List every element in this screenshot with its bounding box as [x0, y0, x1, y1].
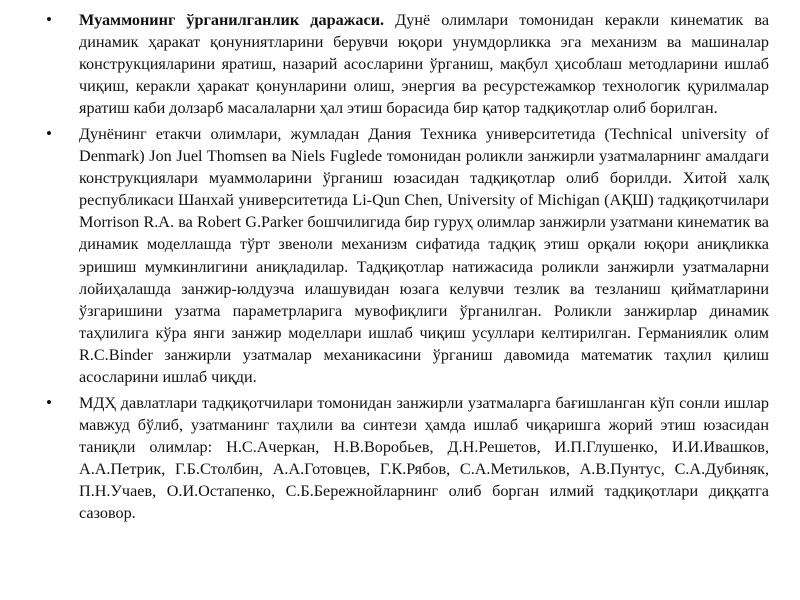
list-item: [0, 123, 800, 388]
paragraph-text: [79, 392, 769, 524]
bullet-list: [0, 9, 800, 524]
paragraph-body: Дунёнинг етакчи олимлари, жумладан Дания Техника университетида (Technical university of Denmark) Jon Juel Thomsen ва Niels Fuglede томонидан роликли занжирли узатмаларнинг амалдаги конструкциялари муаммоларини ўрганиш юзасидан тадқиқотлар олиб борилди. Хитой халқ республикаси Шанхай университетида Li-Qun Chen, University of Michigan (АҚШ) тадқиқотчилари Morrison R.A. ва Robert G.Parker бошчилигида бир гуруҳ олимлар занжирли узатмани кинематик ва динамик моделлашда тўрт звеноли механизм сифатида тадқиқ этиш орқали юқори аниқликка эришиш мумкинлигини аниқладилар. Тадқиқотлар натижасида роликли занжирли узатмаларни лойиҳалашда занжир-юлдузча илашувидан юзага келувчи тезлик ва тезланиш қийматларини ўзгаришини узатма параметрларига мувофиқлиги ўрганилган. Роликли занжирлар динамик таҳлилига кўра янги занжир моделлари ишлаб чиқиш усуллари келтирилган. Германиялик олим R.C.Binder занжирли узатмалар механикасини ўрганиш давомида математик таҳлил қилиш асосларини ишлаб чиқди.: [79, 125, 769, 386]
paragraph-body: МДҲ давлатлари тадқиқотчилари томонидан занжирли узатмаларга бағишланган кўп сонли ишлар мавжуд бўлиб, узатманинг таҳлили ва синтези ҳамда ишлаб чиқаришга жорий этиш юзасидан таниқли олимлар: Н.С.Ачеркан, Н.В.Воробьев, Д.Н.Решетов, И.П.Глушенко, И.И.Ивашков, А.А.Петрик, Г.Б.Столбин, А.А.Готовцев, Г.К.Рябов, С.А.Метильков, А.В.Пунтус, С.А.Дубиняк, П.Н.Учаев, О.И.Остапенко, С.Б.Бережнойларнинг олиб борган илмий тадқиқотлари диққатга сазовор.: [79, 393, 769, 523]
paragraph-body: Дунё олимлари томонидан керакли кинематик ва динамик ҳаракат қонуниятларини берувчи юқори унумдорликка эга механизм ва машиналар конструкцияларини яратиш, назарий асосларини ўрганиш, мақбул ҳисоблаш методларини ишлаб чиқиш, керакли ҳаракат қонунларини олиш, энергия ва ресурстежамкор технологик қурилмалар яратиш каби долзарб масалаларни ҳал этиш борасида бир қатор тадқиқотлар олиб борилган.: [79, 11, 770, 118]
bullet-icon: •: [46, 392, 52, 412]
list-item: [0, 392, 800, 524]
bullet-icon: •: [46, 124, 52, 144]
document-page: [0, 9, 800, 528]
paragraph-heading: Муаммонинг ўрганилганлик даражаси.: [79, 11, 385, 29]
bullet-icon: •: [46, 10, 52, 29]
paragraph-text: [79, 123, 769, 388]
paragraph-text: [79, 9, 769, 119]
list-item: [0, 9, 800, 119]
